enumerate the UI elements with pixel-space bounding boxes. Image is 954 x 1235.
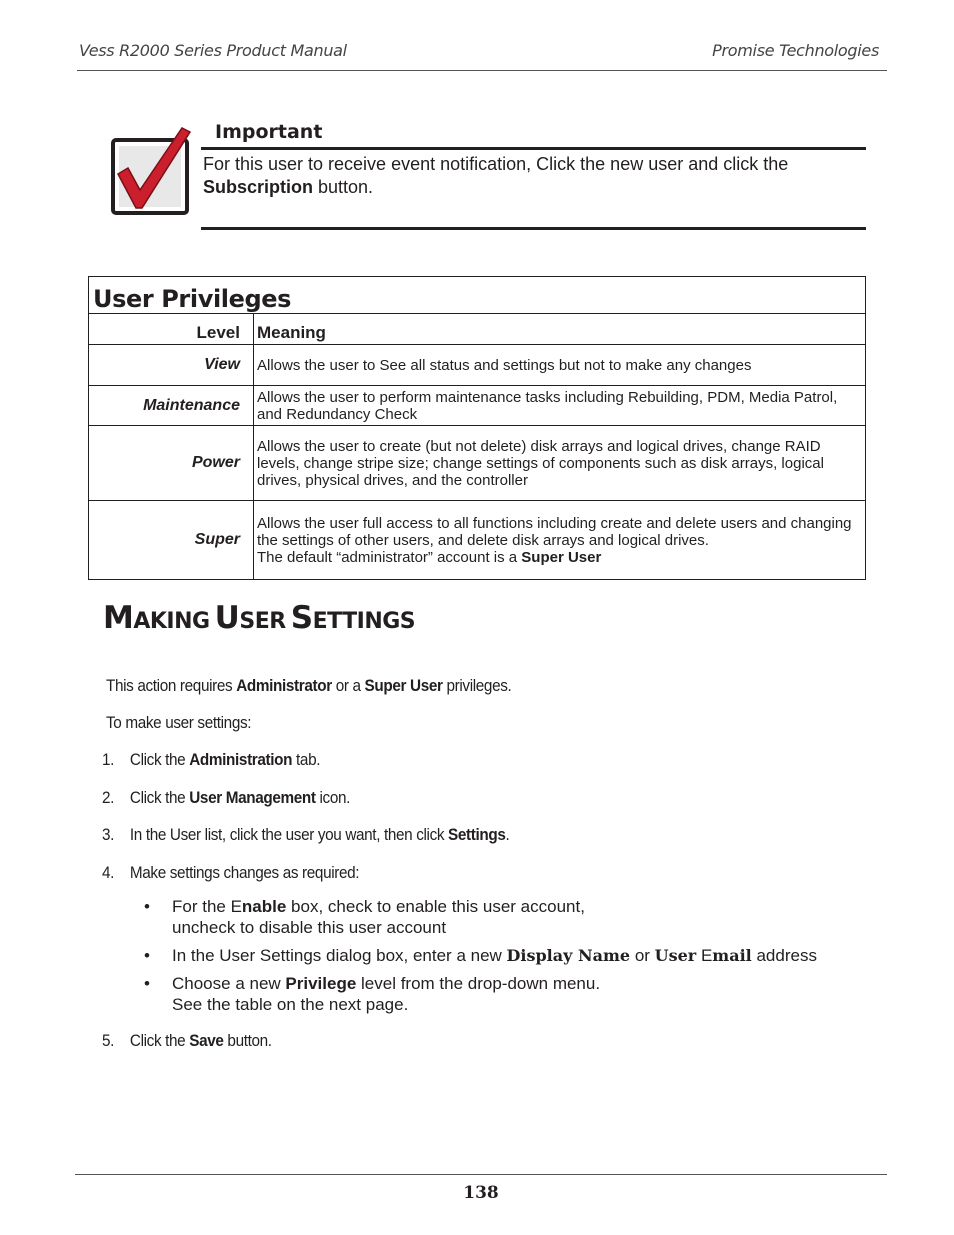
table-title: User Privileges xyxy=(89,277,866,314)
step-item: 2. Click the User Management icon. xyxy=(102,788,351,807)
step-item: 5. Click the Save button. xyxy=(102,1031,272,1050)
level-cell: Maintenance xyxy=(89,386,254,426)
step-item: 4. Make settings changes as required: xyxy=(102,863,360,882)
meaning-cell: Allows the user to See all status and settings but not to make any changes xyxy=(254,345,866,386)
table-row xyxy=(89,345,866,386)
header-company: Promise Technologies xyxy=(712,41,879,60)
note-title: Important xyxy=(215,121,323,143)
page-header xyxy=(77,40,887,71)
level-cell: Power xyxy=(89,426,254,501)
level-cell: View xyxy=(89,345,254,386)
header-manual-title: Vess R2000 Series Product Manual xyxy=(79,41,347,60)
note-bottom-rule xyxy=(201,227,866,230)
user-privileges-table xyxy=(88,276,866,580)
meaning-cell: Allows the user full access to all functions including create and delete users and changing the settings of other users, and delete disk arrays and logical drives. The default “administrator” account is a Super User xyxy=(254,501,866,580)
column-header-meaning: Meaning xyxy=(254,314,866,345)
table-row xyxy=(89,501,866,580)
step-item: 3. In the User list, click the user you want, then click Settings. xyxy=(102,825,510,844)
meaning-cell: Allows the user to perform maintenance tasks including Rebuilding, PDM, Media Patrol, and Redundancy Check xyxy=(254,386,866,426)
page-number: 138 xyxy=(463,1183,499,1203)
table-row xyxy=(89,386,866,426)
lead-paragraph: To make user settings: xyxy=(106,713,252,732)
level-cell: Super xyxy=(89,501,254,580)
page-footer xyxy=(75,1174,887,1203)
step-item: 1. Click the Administration tab. xyxy=(102,750,321,769)
note-top-rule xyxy=(201,147,866,150)
checkmark-box-icon xyxy=(110,126,192,218)
section-title: MAKING USER SETTINGS xyxy=(103,600,416,636)
table-row xyxy=(89,426,866,501)
note-body: For this user to receive event notification, Click the new user and click the Subscription button. xyxy=(203,154,789,197)
intro-paragraph: This action requires Administrator or a Super User privileges. xyxy=(106,676,512,695)
meaning-cell: Allows the user to create (but not delete) disk arrays and logical drives, change RAID levels, change stripe size; change settings of components such as disk arrays, logical drives, physical drives, and the controller xyxy=(254,426,866,501)
column-header-level: Level xyxy=(89,314,254,345)
